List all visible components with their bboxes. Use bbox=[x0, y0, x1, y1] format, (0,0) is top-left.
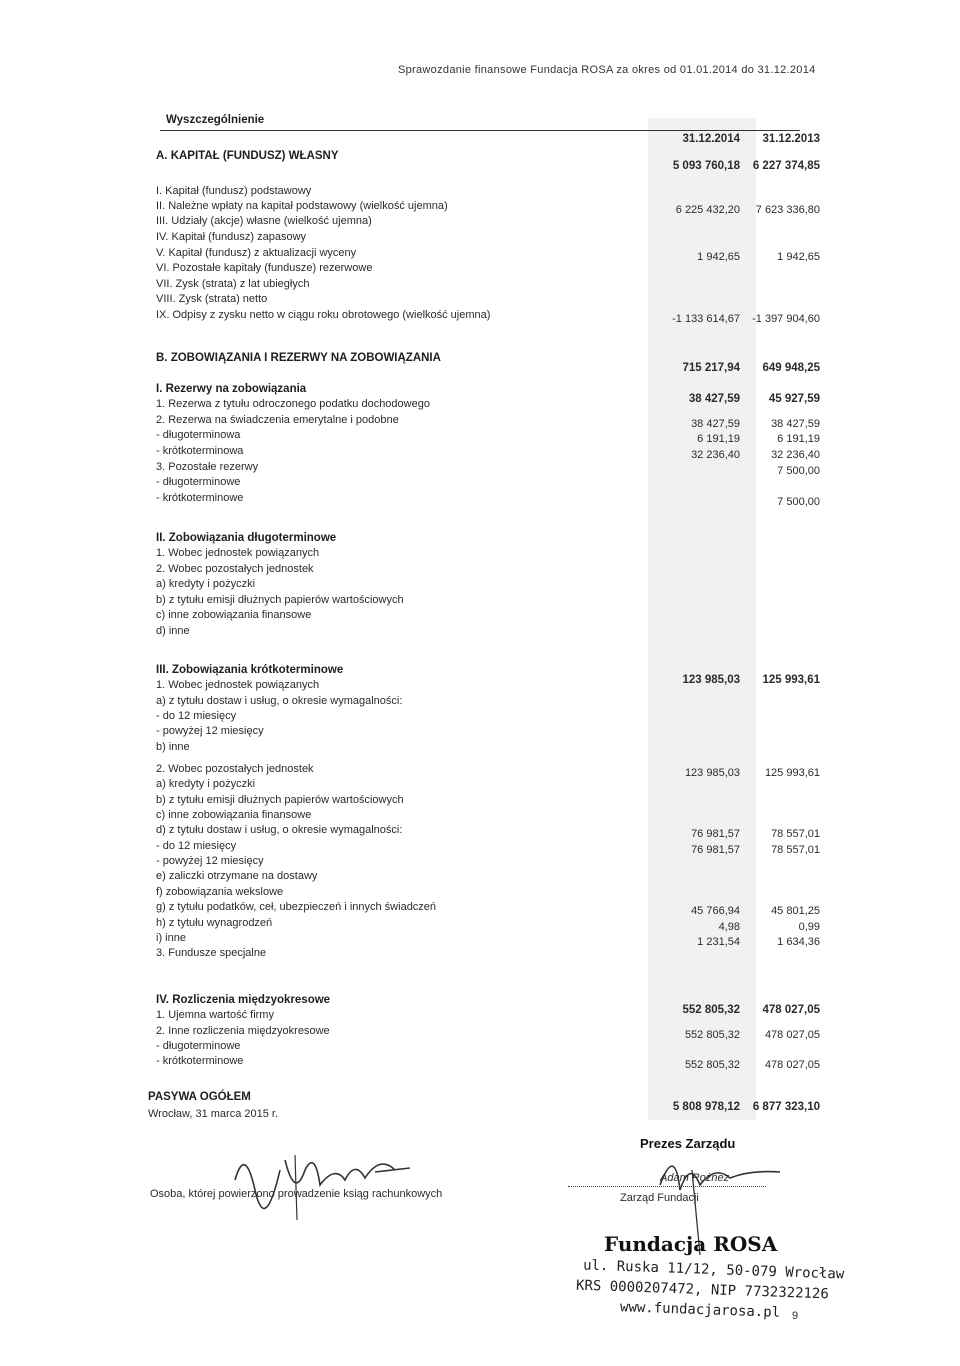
value-2013: 478 027,05 bbox=[764, 1029, 820, 1041]
value-2014: 1 942,65 bbox=[697, 251, 740, 263]
row-label: b) inne bbox=[156, 741, 190, 753]
value-2014: 45 766,94 bbox=[691, 905, 740, 917]
row-label: a) kredyty i pożyczki bbox=[156, 578, 256, 590]
row-label: II. Należne wpłaty na kapitał podstawowy (wielkość ujemna) bbox=[156, 200, 448, 212]
row-label: - do 12 miesięcy bbox=[156, 840, 237, 852]
value-2013: 7 500,00 bbox=[777, 496, 820, 508]
row-label: VII. Zysk (strata) z lat ubiegłych bbox=[156, 278, 310, 290]
value-2013: 45 801,25 bbox=[771, 905, 820, 917]
document-header: Sprawozdanie finansowe Fundacja ROSA za okres od 01.01.2014 do 31.12.2014 bbox=[398, 64, 816, 76]
board-caption: Zarząd Fundacji bbox=[620, 1192, 699, 1204]
value-2014: 38 427,59 bbox=[688, 393, 740, 405]
row-label: - powyżej 12 miesięcy bbox=[156, 855, 264, 867]
value-2014: 76 981,57 bbox=[691, 828, 740, 840]
row-label: IV. Kapitał (fundusz) zapasowy bbox=[156, 231, 307, 243]
row-label: VI. Pozostałe kapitały (fundusze) rezerwowe bbox=[156, 262, 373, 274]
value-2013: 7 623 336,80 bbox=[755, 204, 820, 216]
value-2014: 715 217,94 bbox=[682, 362, 740, 374]
row-label: - krótkoterminowe bbox=[156, 492, 244, 504]
row-label: 1. Wobec jednostek powiązanych bbox=[156, 679, 320, 691]
row-label: c) inne zobowiązania finansowe bbox=[156, 809, 312, 821]
row-label: 2. Wobec pozostałych jednostek bbox=[156, 763, 314, 775]
row-label: 2. Inne rozliczenia międzyokresowe bbox=[156, 1025, 330, 1037]
org-stamp-web: www.fundacjarosa.pl bbox=[619, 1299, 781, 1321]
row-label: c) inne zobowiązania finansowe bbox=[156, 609, 312, 621]
row-label: 3. Fundusze specjalne bbox=[156, 947, 267, 959]
value-2014: 552 805,32 bbox=[682, 1004, 740, 1016]
board-stamp-name: Adam Rożnez bbox=[660, 1172, 730, 1184]
row-label: III. Udziały (akcje) własne (wielkość ujemna) bbox=[156, 215, 372, 227]
value-2014: 1 231,54 bbox=[697, 936, 740, 948]
value-2014: 4,98 bbox=[718, 921, 740, 933]
row-label: a) z tytułu dostaw i usług, o okresie wymagalności: bbox=[156, 695, 403, 707]
signature-dotted-line bbox=[568, 1186, 766, 1187]
column-head-2013: 31.12.2013 bbox=[762, 133, 820, 145]
value-2013: 7 500,00 bbox=[777, 465, 820, 477]
row-label: 3. Pozostałe rezerwy bbox=[156, 461, 259, 473]
section-heading: III. Zobowiązania krótkoterminowe bbox=[156, 664, 344, 676]
row-label: d) z tytułu dostaw i usług, o okresie wymagalności: bbox=[156, 824, 403, 836]
value-2014: 6 191,19 bbox=[697, 433, 740, 445]
value-2013: 78 557,01 bbox=[771, 844, 820, 856]
section-heading: B. ZOBOWIĄZANIA I REZERWY NA ZOBOWIĄZANIA bbox=[156, 352, 441, 364]
row-label: 2. Wobec pozostałych jednostek bbox=[156, 563, 314, 575]
value-2013: 1 942,65 bbox=[777, 251, 820, 263]
row-label: 1. Rezerwa z tytułu odroczonego podatku dochodowego bbox=[156, 398, 430, 410]
row-label: d) inne bbox=[156, 625, 190, 637]
row-label: - do 12 miesięcy bbox=[156, 710, 237, 722]
value-2013: 0,99 bbox=[798, 921, 820, 933]
row-label: I. Kapitał (fundusz) podstawowy bbox=[156, 185, 312, 197]
value-2014: 76 981,57 bbox=[691, 844, 740, 856]
row-label: e) zaliczki otrzymane na dostawy bbox=[156, 870, 318, 882]
row-label: h) z tytułu wynagrodzeń bbox=[156, 917, 273, 929]
table-head-label: Wyszczególnienie bbox=[166, 114, 265, 126]
section-heading: A. KAPITAŁ (FUNDUSZ) WŁASNY bbox=[156, 150, 339, 162]
row-label: g) z tytułu podatków, ceł, ubezpieczeń i innych świadczeń bbox=[156, 901, 437, 913]
value-2013: 32 236,40 bbox=[771, 449, 820, 461]
row-label: 1. Ujemna wartość firmy bbox=[156, 1009, 274, 1021]
value-2013: 6 877 323,10 bbox=[752, 1101, 820, 1113]
page-number: 9 bbox=[792, 1310, 799, 1322]
value-2014: 5 808 978,12 bbox=[672, 1101, 740, 1113]
value-2014: 32 236,40 bbox=[691, 449, 740, 461]
value-2013: 45 927,59 bbox=[768, 393, 820, 405]
row-label: a) kredyty i pożyczki bbox=[156, 778, 256, 790]
value-2014: 552 805,32 bbox=[684, 1059, 740, 1071]
row-label: - długoterminowe bbox=[156, 1040, 241, 1052]
board-stamp-title: Prezes Zarządu bbox=[640, 1136, 736, 1151]
section-heading: IV. Rozliczenia międzyokresowe bbox=[156, 994, 331, 1006]
value-2014: 6 225 432,20 bbox=[675, 204, 740, 216]
value-2013: 6 227 374,85 bbox=[752, 160, 820, 172]
row-label: - krótkoterminowa bbox=[156, 445, 244, 457]
org-stamp-ids: KRS 0000207472, NIP 7732322126 bbox=[575, 1277, 830, 1303]
value-2014: -1 133 614,67 bbox=[672, 313, 740, 325]
row-label: - długoterminowa bbox=[156, 429, 241, 441]
place-date: Wrocław, 31 marca 2015 r. bbox=[148, 1108, 279, 1120]
row-label: 2. Rezerwa na świadczenia emerytalne i podobne bbox=[156, 414, 399, 426]
row-label: VIII. Zysk (strata) netto bbox=[156, 293, 268, 305]
org-stamp-name: Fundacja ROSA bbox=[604, 1232, 778, 1256]
values-column-shading bbox=[648, 118, 756, 1120]
value-2013: 478 027,05 bbox=[764, 1059, 820, 1071]
value-2013: -1 397 904,60 bbox=[752, 313, 820, 325]
accountant-signature bbox=[225, 1140, 425, 1230]
value-2013: 1 634,36 bbox=[777, 936, 820, 948]
row-label: i) inne bbox=[156, 932, 186, 944]
row-label: b) z tytułu emisji dłużnych papierów wartościowych bbox=[156, 794, 404, 806]
row-label: f) zobowiązania wekslowe bbox=[156, 886, 284, 898]
value-2014: 38 427,59 bbox=[691, 418, 740, 430]
row-label: - powyżej 12 miesięcy bbox=[156, 725, 264, 737]
section-heading: PASYWA OGÓŁEM bbox=[148, 1091, 251, 1103]
row-label: - krótkoterminowe bbox=[156, 1055, 244, 1067]
row-label: V. Kapitał (fundusz) z aktualizacji wyceny bbox=[156, 247, 357, 259]
accountant-caption: Osoba, której powierzono prowadzenie ksiąg rachunkowych bbox=[150, 1188, 443, 1200]
row-label: b) z tytułu emisji dłużnych papierów wartościowych bbox=[156, 594, 404, 606]
row-label: IX. Odpisy z zysku netto w ciągu roku obrotowego (wielkość ujemna) bbox=[156, 309, 491, 321]
value-2014: 123 985,03 bbox=[684, 767, 740, 779]
header-rule bbox=[160, 130, 800, 131]
org-stamp-address: ul. Ruska 11/12, 50-079 Wrocław bbox=[582, 1257, 845, 1283]
value-2014: 5 093 760,18 bbox=[672, 160, 740, 172]
value-2013: 38 427,59 bbox=[771, 418, 820, 430]
value-2013: 478 027,05 bbox=[762, 1004, 820, 1016]
value-2013: 6 191,19 bbox=[777, 433, 820, 445]
value-2014: 123 985,03 bbox=[682, 674, 740, 686]
row-label: - długoterminowe bbox=[156, 476, 241, 488]
value-2013: 125 993,61 bbox=[762, 674, 820, 686]
value-2013: 78 557,01 bbox=[771, 828, 820, 840]
section-heading: I. Rezerwy na zobowiązania bbox=[156, 383, 307, 395]
row-label: 1. Wobec jednostek powiązanych bbox=[156, 547, 320, 559]
column-head-2014: 31.12.2014 bbox=[682, 133, 740, 145]
section-heading: II. Zobowiązania długoterminowe bbox=[156, 532, 337, 544]
value-2013: 125 993,61 bbox=[764, 767, 820, 779]
value-2014: 552 805,32 bbox=[684, 1029, 740, 1041]
value-2013: 649 948,25 bbox=[762, 362, 820, 374]
